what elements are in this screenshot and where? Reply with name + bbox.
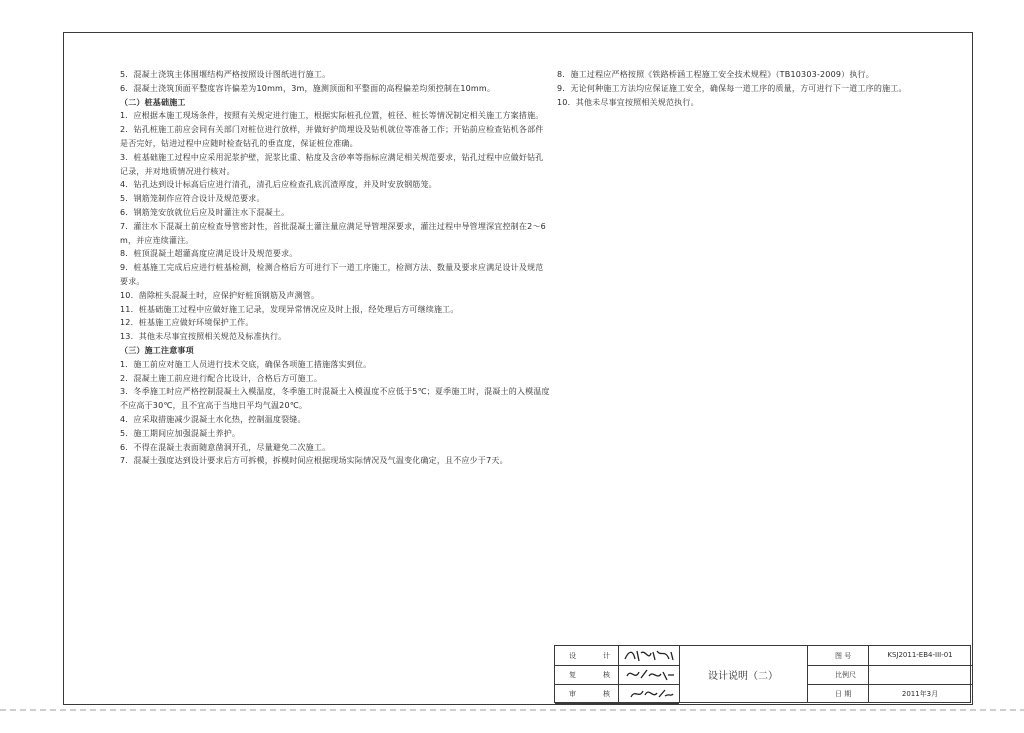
note-paragraph: 8．施工过程应严格按照《铁路桥涵工程施工安全技术规程》（TB10303-2009）执行。 — [557, 70, 874, 79]
checker-row — [555, 665, 679, 685]
note-paragraph: 11．桩基础施工过程中应做好施工记录，发现异常情况应及时上报，经处理后方可继续施工。 — [120, 304, 459, 314]
note-paragraph: 5．混凝土浇筑主体围堰结构严格按照设计图纸进行施工。 — [120, 70, 331, 79]
reviewer-signature — [621, 685, 677, 702]
date-row — [807, 684, 972, 703]
note-paragraph: 1．应根据本施工现场条件，按照有关规定进行施工，根据实际桩孔位置，桩径、桩长等情况制定相关施工方案措施。 — [120, 111, 544, 121]
right-notes-column — [557, 68, 957, 109]
note-paragraph: 13．其他未尽事宜按照相关规范及标准执行。 — [120, 332, 287, 342]
scan-artifact-line — [0, 709, 1024, 711]
designer-label-2: 计 — [603, 652, 610, 660]
designer-signature — [621, 647, 677, 664]
note-paragraph: 4．钻孔达到设计标高后应进行清孔，清孔后应检查孔底沉渣厚度，并及时安放钢筋笼。 — [120, 180, 437, 190]
note-paragraph: 7．灌注水下混凝土前应检查导管密封性，首批混凝土灌注量应满足导管埋深要求，灌注过程中导管埋深宜控制在2～6m，并应连续灌注。 — [120, 221, 546, 245]
note-paragraph: 9．桩基施工完成后应进行桩基检测，检测合格后方可进行下一道工序施工，检测方法、数量及要求应满足设计及规范要求。 — [120, 263, 544, 286]
checker-label-2: 核 — [603, 671, 610, 679]
reviewer-row — [555, 684, 679, 704]
checker-signature — [621, 666, 677, 683]
note-paragraph: 2．钻孔桩施工前应会同有关部门对桩位进行放样，并做好护筒埋设及钻机就位等准备工作；开钻前应检查钻机各部件是否完好，钻进过程中应随时检查钻孔的垂直度，保证桩位准确。 — [120, 125, 544, 148]
note-paragraph: 6．钢筋笼安放就位后应及时灌注水下混凝土。 — [120, 207, 290, 217]
designer-row — [555, 646, 679, 666]
note-paragraph: 8．桩顶混凝土超灌高度应满足设计及规范要求。 — [120, 249, 298, 259]
title-block-info — [807, 646, 972, 702]
note-paragraph: 12．桩基施工应做好环境保护工作。 — [120, 318, 254, 328]
note-paragraph: 9．无论何种施工方法均应保证施工安全，确保每一道工序的质量，方可进行下一道工序的施工。 — [557, 83, 907, 93]
note-paragraph: 3．冬季施工时应严格控制混凝土入模温度，冬季施工时混凝土入模温度不应低于5℃；夏季施工时，混凝土的入模温度不应高于30℃，且不宜高于当地日平均气温20℃。 — [120, 387, 550, 411]
note-paragraph: 7．混凝土强度达到设计要求后方可拆模，拆模时间应根据现场实际情况及气温变化确定，且不应少于7天。 — [120, 456, 508, 466]
section-heading: （三）施工注意事项 — [120, 345, 194, 355]
section-heading: （二）桩基础施工 — [120, 97, 186, 107]
note-paragraph: 6．混凝土浇筑顶面平整度容许偏差为10mm，3m，施测顶面和平整面的高程偏差均须控制在10mm。 — [120, 83, 496, 93]
reviewer-label-2: 核 — [603, 690, 610, 698]
designer-label-1: 设 — [569, 652, 576, 660]
scale-label: 比例尺 — [835, 671, 856, 679]
note-paragraph: 5．施工期间应加强混凝土养护。 — [120, 428, 241, 438]
reviewer-label-1: 审 — [569, 690, 576, 698]
scale-row — [807, 665, 972, 685]
date-label: 日 期 — [835, 690, 852, 698]
drawing-number-value: KSJ2011-EB4-III-01 — [887, 651, 953, 659]
note-paragraph: 3．桩基础施工过程中应采用泥浆护壁，泥浆比重、粘度及含砂率等指标应满足相关规范要求，钻孔过程中应做好钻孔记录，并对地质情况进行核对。 — [120, 152, 544, 176]
checker-label-1: 复 — [569, 671, 576, 679]
drawing-number-label: 图 号 — [835, 652, 852, 660]
note-paragraph: 2．混凝土施工前应进行配合比设计，合格后方可施工。 — [120, 373, 323, 383]
date-value: 2011年3月 — [901, 690, 939, 698]
drawing-number-row — [807, 646, 972, 666]
note-paragraph: 10．其他未尽事宜按照相关规范执行。 — [557, 97, 699, 107]
note-paragraph: 6．不得在混凝土表面随意凿洞开孔，尽量避免二次施工。 — [120, 442, 331, 452]
drawing-title: 设计说明（二） — [708, 670, 778, 682]
title-block — [554, 645, 971, 703]
note-paragraph: 5．钢筋笼制作应符合设计及规范要求。 — [120, 194, 265, 204]
note-paragraph: 10．凿除桩头混凝土时，应保护好桩顶钢筋及声测管。 — [120, 290, 320, 300]
left-notes-column — [120, 68, 550, 468]
note-paragraph: 4．应采取措施减少混凝土水化热，控制温度裂缝。 — [120, 414, 306, 424]
note-paragraph: 1．施工前应对施工人员进行技术交底，确保各项施工措施落实到位。 — [120, 359, 372, 369]
